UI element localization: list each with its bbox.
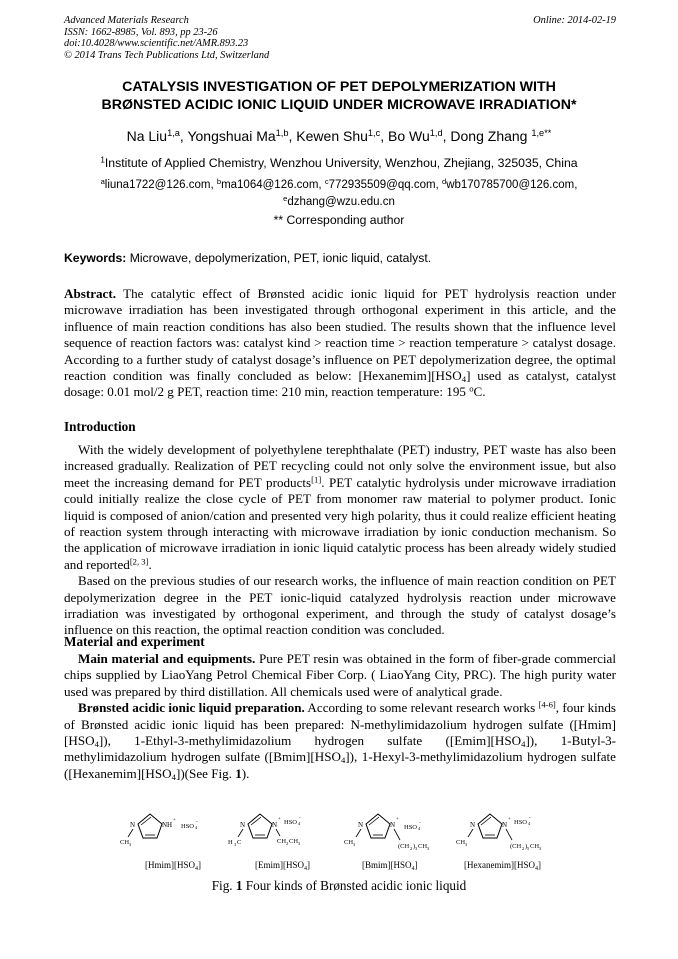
author-emails — [40, 177, 638, 211]
svg-text:3: 3 — [427, 846, 430, 851]
keywords-text: Microwave, depolymerization, PET, ionic liquid, catalyst. — [126, 251, 432, 265]
subsection-heading: Main material and equipments. — [78, 651, 256, 666]
svg-text:2: 2 — [522, 846, 525, 851]
subsection-heading: Brønsted acidic ionic liquid preparation. — [78, 700, 305, 716]
svg-text:CH: CH — [289, 838, 299, 845]
svg-text:H: H — [228, 839, 233, 846]
paragraph: Brønsted acidic ionic liquid preparation. According to some relevant research works [4-6], four kinds of Brønsted acidic ionic liquid has been prepared: N-methylimidazolium hydrogen sulfate $([Hmim][HSO_4])$, 1-Ethyl-3-methylimidazolium hydrogen sulfate $([Emim][HSO_4])$, 1-Butyl-3-methylimidazolium hydrogen sulfate $([Bmim][HSO_4])$, 1-Hexyl-3-methylimidazolium hydrogen sulfate $([Hexanemim][HSO_4])(See$ Fig. 1). — [64, 699, 616, 782]
svg-text:3: 3 — [415, 846, 418, 851]
svg-text:3: 3 — [465, 842, 468, 847]
svg-text:4: 4 — [195, 825, 198, 830]
structure-hexanemim — [456, 814, 542, 872]
svg-text:HSO: HSO — [181, 823, 195, 830]
section-heading-introduction: Introduction — [64, 419, 136, 434]
email-link[interactable]: liuna1722@126.com, — [104, 179, 214, 191]
svg-text:N: N — [130, 821, 136, 829]
svg-text:4: 4 — [298, 821, 301, 826]
svg-text:HSO: HSO — [514, 819, 528, 826]
structure-hmim — [120, 814, 201, 872]
svg-text:4: 4 — [528, 821, 531, 826]
structure-label: [Emim][HSO — [255, 860, 304, 870]
author-name: Kewen Shu — [296, 128, 368, 144]
svg-text:C: C — [237, 839, 242, 846]
paragraph: With the widely development of polyethylene terephthalate (PET) industry, PET waste has also been increased gradually. Realization of PET recycling could not only solve the environment issue, but also meet the increasing demand for PET products[1]. PET catalytic hydrolysis under microwave irradiation could initially realize the close cycle of PET from monomer raw material to polymer product. Ionic liquid is composed of anion/cation and presented very high polarity, thus it could realize efficient heating of reaction system through interacting with microwave irradiation by ionic conduction mechanism. So the application of microwave irradiation in ionic liquid catalytic process has been already widely studied and reported[2, 3]. — [64, 442, 616, 572]
svg-text:CH: CH — [418, 843, 428, 850]
author-sup: 1,e** — [531, 127, 552, 138]
svg-text:3: 3 — [353, 842, 356, 847]
affiliation — [40, 156, 638, 170]
affil-text: Institute of Applied Chemistry, Wenzhou University, Wenzhou, Zhejiang, 325035, China — [104, 156, 578, 170]
journal-name: Advanced Materials Research — [64, 15, 189, 26]
paragraph: Based on the previous studies of our research works, the influence of main reaction condition on PET depolymerization degree in the PET ionic-liquid catalyzed hydrolysis reaction under microwave irradiation was investigated by orthogonal experiment, and through the study of catalyst dosage’s influence on this reaction, the optimal reaction condition was concluded. — [64, 573, 616, 638]
abstract: Abstract. The catalytic effect of Brønsted acidic ionic liquid for PET hydrolysis reaction under microwave irradiation has been investigated through orthogonal experiment in this article, and the influence of main reaction conditions has also been studied. The results shown that the influence level sequence of reaction factors was: catalyst kind > reaction time > reaction temperature > catalyst dosage. According to a further study of catalyst dosage’s influence on PET depolymerization degree, the optimal reaction condition was finally concluded as below: $[Hexanemim][HSO_4]$ used as catalyst, catalyst dosage: 0.01 mol/2 g PET, reaction time: 210 min, reaction temperature: 195 $^o$C. — [64, 286, 616, 400]
figure-1-caption: Fig. 1 Four kinds of Brønsted acidic ionic liquid — [211, 878, 467, 893]
svg-text:5: 5 — [527, 846, 530, 851]
svg-text:[Hexanemim][HSO4]: $[Hexanemim][HSO_4]$ — [464, 860, 541, 872]
doi-line: doi:10.4028/www.scientific.net/AMR.893.23 — [64, 38, 249, 50]
figure-reference[interactable]: 1 — [235, 765, 242, 781]
issn-line: ISSN: 1662-8985, Vol. 893, pp 23-26 — [64, 26, 218, 38]
svg-text:-: - — [299, 816, 301, 821]
author-name: Yongshuai Ma — [187, 128, 276, 144]
svg-text:-: - — [196, 820, 198, 825]
title-line-1: CATALYSIS INVESTIGATION OF PET DEPOLYMERIZATION WITH — [122, 79, 556, 95]
svg-text:-: - — [529, 816, 531, 821]
section-heading-material: Material and experiment — [64, 634, 205, 649]
keywords-label: Keywords: — [64, 251, 127, 265]
copyright-line: © 2014 Trans Tech Publications Ltd, Switzerland — [64, 49, 270, 61]
citation[interactable]: [4-6] — [538, 699, 556, 710]
svg-text:N: N — [240, 821, 246, 829]
svg-text:3: 3 — [539, 846, 542, 851]
structure-bmim — [344, 814, 430, 872]
email-link[interactable]: 772935509@qq.com, — [328, 179, 439, 191]
svg-text:CH: CH — [530, 843, 540, 850]
svg-text:4: 4 — [418, 826, 421, 831]
svg-text:[Emim][HSO4]: $[Emim][HSO_4]$ — [255, 860, 310, 872]
svg-text:CH: CH — [277, 838, 287, 845]
author-sup: 1,b — [275, 127, 289, 138]
svg-text:3: 3 — [129, 842, 132, 847]
svg-text:+: + — [508, 817, 511, 822]
svg-text:N: N — [502, 821, 508, 829]
svg-text:3: 3 — [298, 841, 301, 846]
svg-text:): ) — [525, 843, 528, 850]
introduction-text — [64, 442, 616, 639]
svg-text:N: N — [470, 821, 476, 829]
title-line-2: BRØNSTED ACIDIC IONIC LIQUID UNDER MICROWAVE IRRADIATION* — [101, 96, 577, 113]
svg-text:HSO: HSO — [404, 824, 418, 831]
svg-text:HSO: HSO — [284, 819, 298, 826]
affil-sup: 1 — [100, 155, 105, 165]
svg-text:CH: CH — [456, 839, 466, 846]
author-sup: 1,c — [367, 127, 381, 138]
svg-text:NH: NH — [162, 821, 173, 829]
abstract-label: Abstract. — [64, 286, 116, 301]
email-line-1: $^a$liuna1722@126.com, $^b$ma1064@126.com, $^c$772935509@qq.com, $^d$wb170785700@126.com, — [100, 176, 578, 191]
svg-text:CH: CH — [120, 839, 130, 846]
svg-text:2: 2 — [286, 841, 289, 846]
author-sup: 1,a — [167, 127, 180, 138]
svg-text:(CH: (CH — [510, 843, 522, 850]
svg-text:CH: CH — [344, 839, 354, 846]
email-link[interactable]: wb170785700@126.com, — [446, 179, 578, 191]
journal-header — [64, 15, 269, 61]
svg-text:[Hmim][HSO4]: $[Hmim][HSO_4]$ — [145, 860, 201, 872]
paragraph: Main material and equipments. Pure PET resin was obtained in the form of fiber-grade commercial chips supplied by LiaoYang Petrol Chemical Fiber Corp. ( LiaoYang City, PRC). The high purity water used was prepared by third distillation. All chemicals used were of analytical grade. — [64, 651, 616, 699]
email-line-2: $^e$dzhang@wzu.edu.cn — [283, 193, 395, 208]
author-name: Bo Wu — [388, 128, 430, 144]
author-name: Na Liu — [126, 128, 168, 144]
corresponding-author-note: ** Corresponding author — [273, 213, 405, 227]
paper-title — [40, 79, 638, 114]
svg-text:N: N — [390, 821, 396, 829]
keywords — [64, 251, 431, 265]
citation[interactable]: [2, 3] — [129, 556, 149, 567]
svg-text:[Bmim][HSO4]: $[Bmim][HSO_4]$ — [362, 860, 418, 872]
svg-text:(CH: (CH — [398, 843, 410, 850]
structure-label: [Hexanemim][HSO — [464, 860, 535, 870]
citation[interactable]: [1] — [311, 474, 322, 485]
author-list: Na Liu$^{1,a}$, Yongshuai Ma$^{1,b}$, Kewen Shu$^{1,c}$, Bo Wu$^{1,d}$, Dong Zhang $^{1,e**}$ — [126, 127, 552, 144]
svg-text:2: 2 — [410, 846, 413, 851]
structure-label: [Hmim][HSO — [145, 860, 195, 870]
online-date: Online: 2014-02-19 — [533, 15, 616, 26]
structure-emim — [228, 814, 310, 872]
material-text — [64, 651, 616, 782]
svg-text:3: 3 — [234, 842, 237, 847]
svg-text:N: N — [272, 821, 278, 829]
svg-text:N: N — [358, 821, 364, 829]
svg-text:): ) — [413, 843, 416, 850]
figure-1-structures — [110, 800, 570, 875]
svg-text:-: - — [419, 821, 421, 826]
email-link[interactable]: ma1064@126.com, — [221, 179, 322, 191]
svg-text:+: + — [173, 818, 176, 823]
email-link[interactable]: dzhang@wzu.edu.cn — [287, 196, 395, 208]
structure-label: [Bmim][HSO — [362, 860, 412, 870]
svg-text:+: + — [396, 817, 399, 822]
svg-text:+: + — [278, 817, 281, 822]
author-name: Dong Zhang — [450, 128, 528, 144]
author-sup: 1,d — [429, 127, 443, 138]
